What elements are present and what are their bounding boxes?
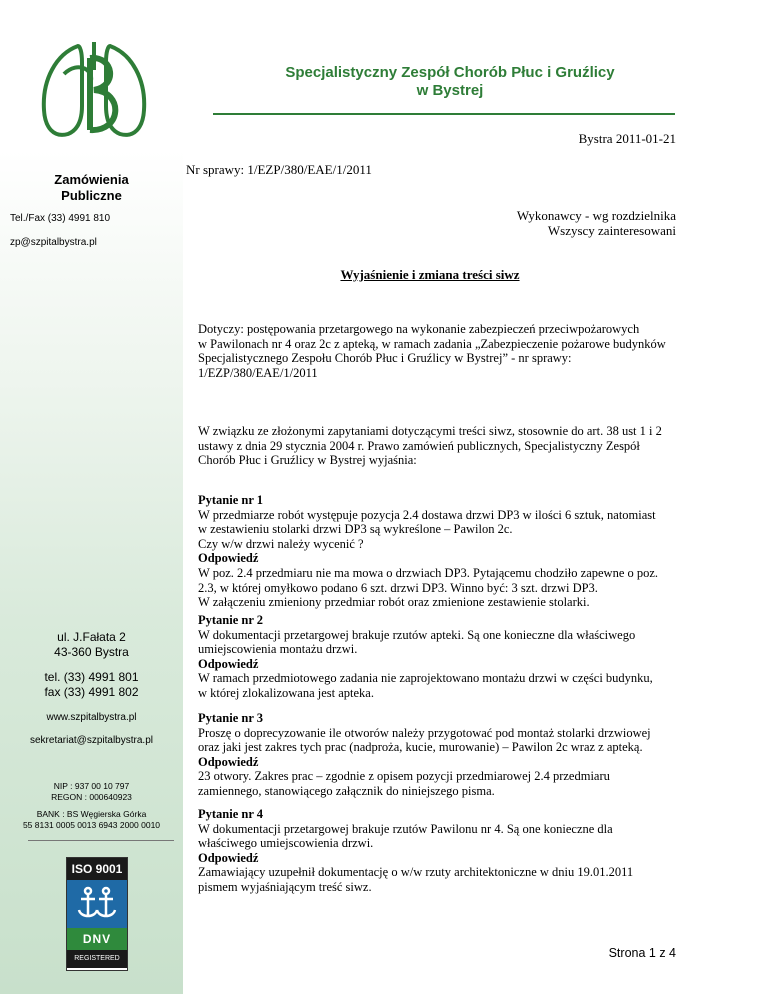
hospital-lungs-logo-icon — [38, 40, 150, 142]
phone-numbers: tel. (33) 4991 801 fax (33) 4991 802 — [44, 670, 139, 699]
page-title: Specjalistyczny Zespół Chorób Płuc i Gruźlicy w Bystrej — [285, 64, 615, 99]
sidebar — [0, 0, 183, 994]
recipients: Wykonawcy - wg rozdzielnika Wszyscy zainteresowani — [516, 208, 676, 238]
anchor-icon — [67, 880, 127, 928]
website-link[interactable]: www.szpitalbystra.pl — [46, 712, 137, 723]
secretariat-email-link[interactable]: sekretariat@szpitalbystra.pl — [30, 735, 153, 746]
department-tel-fax: Tel./Fax (33) 4991 810 — [10, 213, 111, 224]
question-block-3: Pytanie nr 3 Proszę o doprecyzowanie ile otworów należy przygotować pod montaż stolarki drzwiowej oraz jaki jest zakres tych prac (nadproża, kucie, murowanie) – Pawilon 2c wraz z apteką. Odpowiedź 23 otwory. Zakres prac – zgodnie z opisem pozycji przedmiarowej 2.4 przedmiaru zamiennego, stanowiącego załącznik do niniejszego pisma. — [198, 711, 651, 798]
iso-certification-badge — [66, 857, 128, 971]
intro-paragraph: Dotyczy: postępowania przetargowego na wykonanie zabezpieczeń przeciwpożarowych w Pawilonach nr 4 oraz 2c z apteką, w ramach zadania „Zabezpieczenie pożarowe budynków Specjalistycznego Zespołu Chorób Płuc i Gruźlicy w Bystrej” - nr sprawy: 1/EZP/380/EAE/1/2011 — [198, 322, 666, 380]
page-number: Strona 1 z 4 — [608, 946, 676, 960]
address: ul. J.Fałata 2 43-360 Bystra — [54, 630, 129, 659]
registered-label: REGISTERED — [67, 950, 127, 968]
letter-date: Bystra 2011-01-21 — [578, 131, 676, 146]
question-block-2: Pytanie nr 2 W dokumentacji przetargowej brakuje rzutów apteki. Są one konieczne dla właściwego umiejscowienia montażu drzwi. Odpowiedź W ramach przedmiotowego zadania nie zaprojektowano montażu drzwi w części budynku, w której zlokalizowana jest apteka. — [198, 613, 653, 700]
question-block-1: Pytanie nr 1 W przedmiarze robót występuje pozycja 2.4 dostawa drzwi DP3 w ilości 6 sztuk, natomiast w zestawieniu stolarki drzwi DP3 są wykreślone – Pawilon 2c. Czy w/w drzwi należy wycenić ? Odpowiedź W poz. 2.4 przedmiaru nie ma mowa o drzwiach DP3. Pytającemu chodziło zapewne o poz. 2.3, w której omyłkowo podano 6 szt. drzwi DP3. Winno być: 3 szt. drzwi DP3. W załączeniu zmieniony przedmiar robót oraz zmienione zestawienie stolarki. — [198, 493, 659, 610]
department-email-link[interactable]: zp@szpitalbystra.pl — [10, 237, 97, 248]
header-divider — [213, 113, 675, 115]
bank-details: BANK : BS Węgierska Górka 55 8131 0005 0013 6943 2000 0010 — [22, 809, 161, 830]
dnv-label: DNV — [67, 928, 127, 950]
sidebar-divider — [28, 840, 174, 841]
question-block-4: Pytanie nr 4 W dokumentacji przetargowej brakuje rzutów Pawilonu nr 4. Są one konieczne dla właściwego umiejscowienia drzwi. Odpowiedź Zamawiający uzupełnił dokumentację o w/w rzuty architektoniczne w dniu 19.01.2011 pismem wyjaśniającym treść siwz. — [198, 807, 634, 894]
case-number: Nr sprawy: 1/EZP/380/EAE/1/2011 — [186, 162, 372, 177]
preamble-paragraph: W związku ze złożonymi zapytaniami dotyczącymi treści siwz, stosownie do art. 38 ust 1 i 2 ustawy z dnia 29 stycznia 2004 r. Prawo zamówień publicznych, Specjalistyczny Zespół Chorób Płuc i Gruźlicy w Bystrej wyjaśnia: — [198, 424, 662, 468]
letter-subject: Wyjaśnienie i zmiana treści siwz — [340, 267, 520, 282]
tax-ids: NIP : 937 00 10 797 REGON : 000640923 — [51, 781, 132, 802]
department-name: Zamówienia Publiczne — [54, 172, 129, 203]
iso-title: ISO 9001 — [67, 858, 127, 880]
